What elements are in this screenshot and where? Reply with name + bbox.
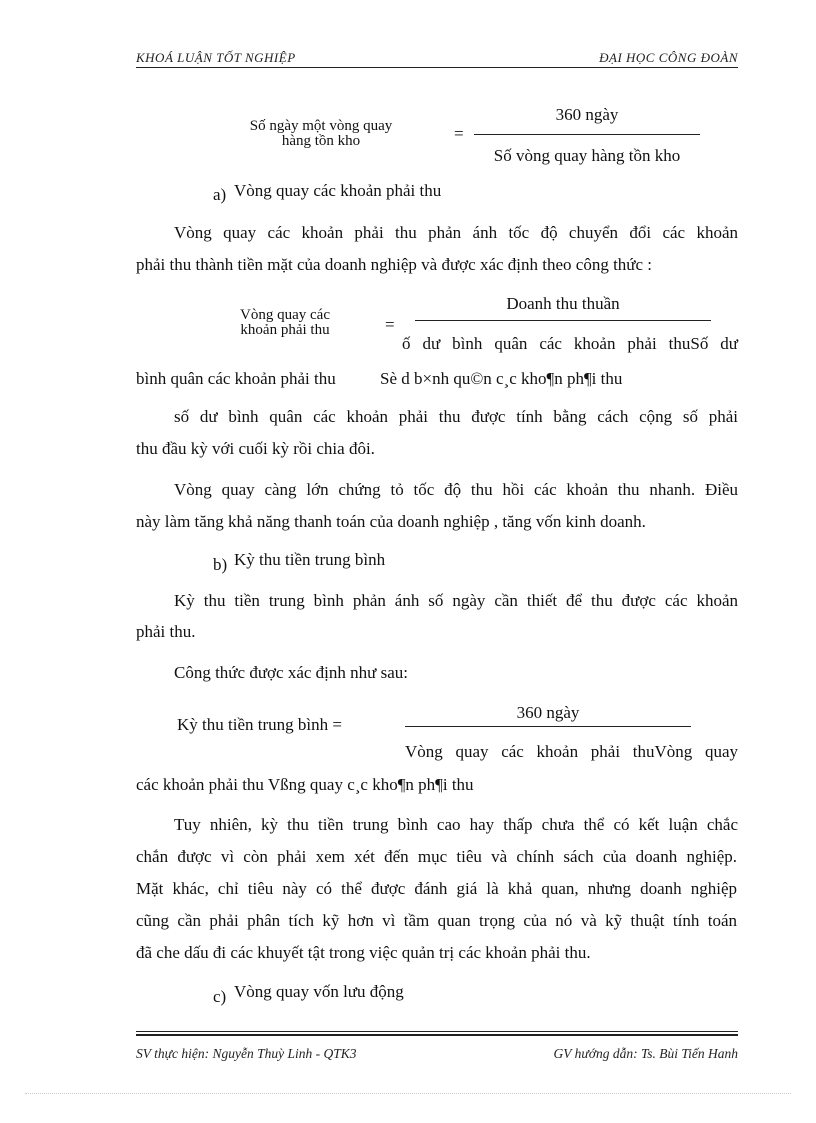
footer-right: GV hướng dẫn: Ts. Bùi Tiến Hanh <box>553 1046 738 1061</box>
para6-line5: đã che dấu đi các khuyết tật trong việc quản trị các khoản phải thu. <box>136 943 591 962</box>
section-a-marker: a) <box>213 185 227 204</box>
header-right: ĐẠI HỌC CÔNG ĐOÀN <box>599 50 738 65</box>
formula1-denominator: Số vòng quay hàng tồn kho <box>493 146 681 165</box>
formula2-label-line1: Vòng quay các <box>240 307 330 323</box>
formula3-continuation: các khoản phải thu Vßng quay c¸c kho¶n ph¶i thu <box>136 775 474 794</box>
para6-line4: cũng cần phải phân tích kỹ hơn vì tầm quan trọng của nó và kỹ thuật tính toán <box>136 911 737 930</box>
formula1-fraction-line <box>474 134 700 135</box>
para1-line2: phải thu thành tiền mặt của doanh nghiệp và được xác định theo công thức : <box>136 255 653 274</box>
footer-rule-bottom <box>136 1034 738 1036</box>
formula2-numerator: Doanh thu thuần <box>506 294 620 313</box>
para2-line2: thu đầu kỳ với cuối kỳ rồi chia đôi. <box>136 439 375 458</box>
formula3-fraction-line <box>405 726 691 727</box>
formula1-label-line2: hàng tồn kho <box>281 133 361 149</box>
formula1-numerator: 360 ngày <box>555 105 619 124</box>
section-b-marker: b) <box>213 555 228 574</box>
para2-line1: số dư bình quân các khoản phải thu được tính bằng cách cộng số phải <box>174 407 738 426</box>
para3-line2: này làm tăng khả năng thanh toán của doanh nghiệp , tăng vốn kinh doanh. <box>136 512 646 531</box>
header-left: KHOÁ LUẬN TỐT NGHIỆP <box>136 50 296 65</box>
section-c-marker: c) <box>213 987 227 1006</box>
page-bottom-edge <box>25 1093 791 1094</box>
header-rule <box>136 67 738 68</box>
para3-line1: Vòng quay càng lớn chứng tỏ tốc độ thu hồi các khoản thu nhanh. Điều <box>174 480 738 499</box>
para4-line2: phải thu. <box>136 622 196 641</box>
formula2-equals: = <box>385 315 395 334</box>
formula3-label: Kỳ thu tiền trung bình = <box>177 715 342 734</box>
para1-line1: Vòng quay các khoản phải thu phản ánh tốc độ chuyển đổi các khoản <box>174 223 738 242</box>
section-c-title: Vòng quay vốn lưu động <box>234 982 404 1001</box>
formula3-denominator: Vòng quay các khoản phải thuVòng quay <box>405 742 738 761</box>
footer-rule-top <box>136 1031 738 1032</box>
formula2-continuation-left: bình quân các khoản phải thu <box>136 369 336 388</box>
formula2-continuation-right: Sè d b×nh qu©n c¸c kho¶n ph¶i thu <box>380 369 623 388</box>
formula2-label-line2: khoản phải thu <box>240 322 330 338</box>
para6-line3: Mặt khác, chỉ tiêu này có thể được đánh giá là khả quan, nhưng doanh nghiệp <box>136 879 737 898</box>
para6-line2: chắn được vì còn phải xem xét đến mục tiêu và chính sách của doanh nghiệp. <box>136 847 737 866</box>
formula1-label-line1: Số ngày một vòng quay <box>249 118 393 134</box>
formula2-denominator: ố dư bình quân các khoản phải thuSố dư <box>402 334 738 353</box>
footer-left: SV thực hiện: Nguyễn Thuỳ Linh - QTK3 <box>136 1046 357 1061</box>
para5-line1: Công thức được xác định như sau: <box>174 663 408 682</box>
formula1-equals: = <box>454 124 464 143</box>
section-a-title: Vòng quay các khoản phải thu <box>234 181 442 200</box>
para6-line1: Tuy nhiên, kỳ thu tiền trung bình cao hay thấp chưa thể có kết luận chắc <box>174 815 738 834</box>
formula3-numerator: 360 ngày <box>516 703 580 722</box>
formula2-fraction-line <box>415 320 711 321</box>
section-b-title: Kỳ thu tiền trung bình <box>234 550 386 569</box>
para4-line1: Kỳ thu tiền trung bình phản ánh số ngày cần thiết để thu được các khoản <box>174 591 738 610</box>
